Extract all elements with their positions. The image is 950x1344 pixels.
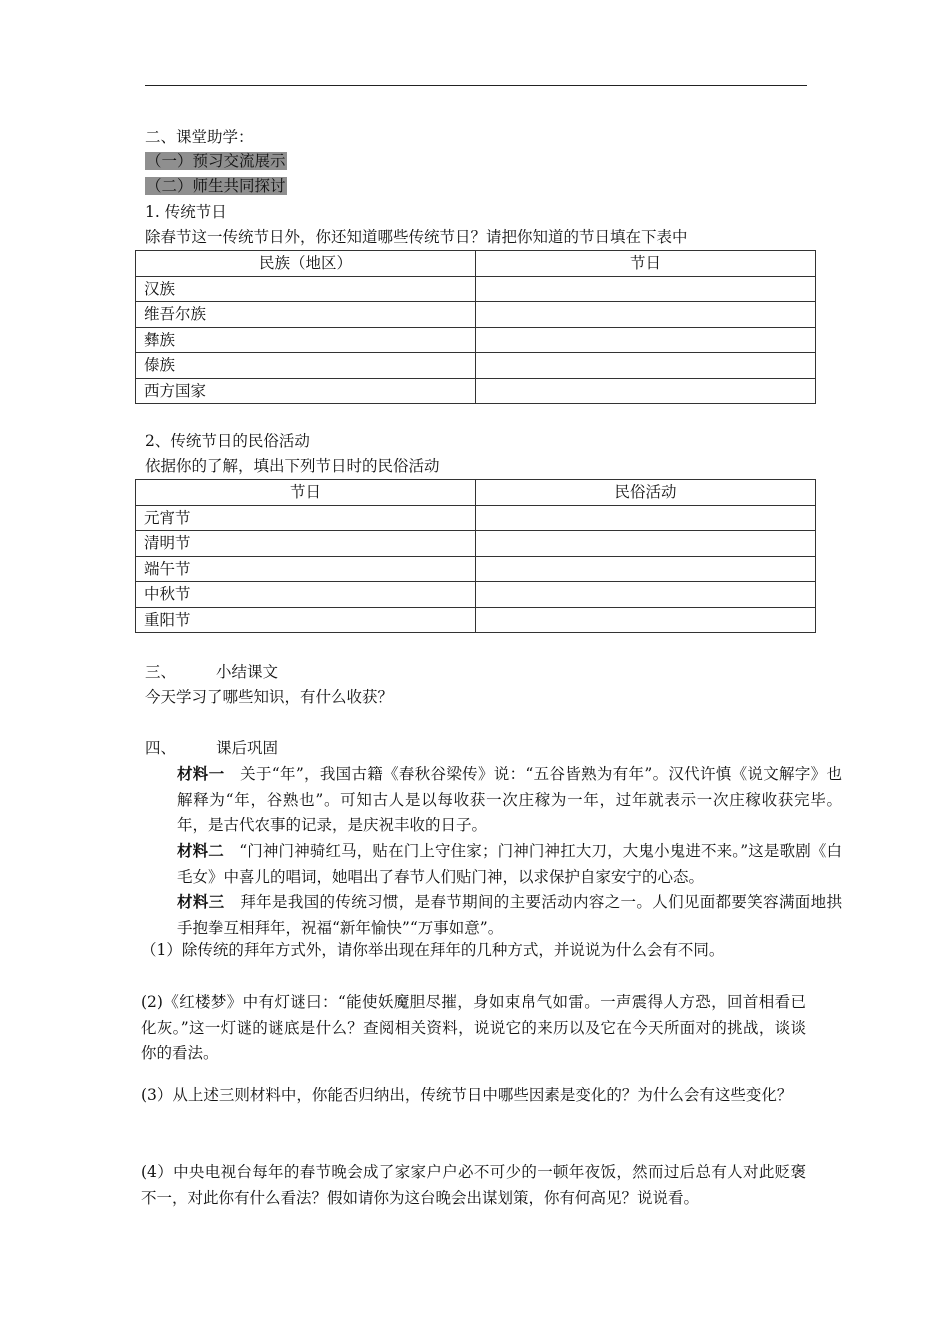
subsection-joint-discussion-label: （二）师生共同探讨 — [146, 177, 286, 195]
section-3-number: 三、 — [145, 663, 177, 681]
activity-answer-cell[interactable] — [476, 505, 816, 531]
festival-cell: 元宵节 — [136, 505, 476, 531]
homework-question-1: （1）除传统的拜年方式外，请你举出现在拜年的几种方式，并说说为什么会有不同。 — [141, 941, 725, 959]
festival-answer-cell[interactable] — [476, 378, 816, 404]
table-row — [136, 276, 816, 302]
table-row — [136, 607, 816, 633]
question-1-prompt: 除春节这一传统节日外，你还知道哪些传统节日？请把你知道的节日填在下表中 — [145, 228, 688, 246]
section-3-heading — [145, 661, 278, 683]
section-4-title: 课后巩固 — [216, 739, 279, 757]
material-1 — [145, 761, 842, 839]
festival-cell: 重阳节 — [136, 607, 476, 633]
festival-cell: 中秋节 — [136, 582, 476, 608]
question-2-prompt: 依据你的了解，填出下列节日时的民俗活动 — [145, 457, 440, 475]
material-1-label: 材料一 — [177, 764, 225, 783]
material-3 — [145, 889, 842, 941]
material-3-text: 拜年是我国的传统习惯，是春节期间的主要活动内容之一。人们见面都要笑容满面地拱手抱拳互相拜年，祝福“新年愉快”“万事如意”。 — [177, 893, 842, 937]
table-row — [136, 302, 816, 328]
ethnic-group-cell: 维吾尔族 — [136, 302, 476, 328]
question-1-title: 1. 传统节日 — [145, 203, 227, 221]
table-header-row — [136, 480, 816, 506]
festival-cell: 清明节 — [136, 531, 476, 557]
table-row — [136, 327, 816, 353]
festival-cell: 端午节 — [136, 556, 476, 582]
festival-answer-cell[interactable] — [476, 276, 816, 302]
table-row — [136, 505, 816, 531]
table-row — [136, 556, 816, 582]
header-rule — [145, 85, 807, 86]
section-3-prompt: 今天学习了哪些知识，有什么收获？ — [145, 688, 394, 706]
table-header-cell: 民族（地区） — [136, 251, 476, 277]
material-3-label: 材料三 — [177, 892, 225, 911]
homework-question-4: (4）中央电视台每年的春节晚会成了家家户户必不可少的一顿年夜饭，然而过后总有人对此贬褒不一，对此你有什么看法？假如请你为这台晚会出谋划策，你有何高见？说说看。 — [141, 1163, 806, 1207]
table-row — [136, 378, 816, 404]
material-2-label: 材料二 — [177, 841, 224, 860]
table-header-row — [136, 251, 816, 277]
ethnic-group-cell: 傣族 — [136, 353, 476, 379]
homework-question-3: (3）从上述三则材料中，你能否归纳出，传统节日中哪些因素是变化的？为什么会有这些变化？ — [141, 1086, 793, 1104]
table-row — [136, 531, 816, 557]
subsection-preview-exchange — [145, 150, 287, 172]
material-2-text: “门神门神骑红马，贴在门上守住家；门神门神扛大刀，大鬼小鬼进不来。”这是歌剧《白毛女》中喜儿的唱词，她唱出了春节人们贴门神，以求保护自家安宁的心态。 — [177, 842, 843, 886]
festival-answer-cell[interactable] — [476, 353, 816, 379]
table-header-cell: 节日 — [476, 251, 816, 277]
material-2 — [145, 838, 842, 890]
activity-answer-cell[interactable] — [476, 607, 816, 633]
ethnic-group-cell: 西方国家 — [136, 378, 476, 404]
table-row — [136, 353, 816, 379]
ethnic-group-cell: 彝族 — [136, 327, 476, 353]
question-2-title: 2、传统节日的民俗活动 — [145, 432, 310, 450]
activity-answer-cell[interactable] — [476, 582, 816, 608]
material-1-text: 关于“年”，我国古籍《春秋谷梁传》说：“五谷皆熟为有年”。汉代许慎《说文解字》也解释为“年，谷熟也”。可知古人是以每收获一次庄稼为一年，过年就表示一次庄稼收获完毕。年，是古代农事的记录，是庆祝丰收的日子。 — [177, 765, 842, 834]
section-3-title: 小结课文 — [216, 663, 279, 681]
activity-answer-cell[interactable] — [476, 531, 816, 557]
table-header-cell: 民俗活动 — [476, 480, 816, 506]
section-4-heading — [145, 737, 278, 759]
table-header-cell: 节日 — [136, 480, 476, 506]
subsection-preview-exchange-label: （一）预习交流展示 — [146, 152, 286, 170]
festival-answer-cell[interactable] — [476, 302, 816, 328]
ethnic-group-cell: 汉族 — [136, 276, 476, 302]
custom-activity-table — [135, 479, 816, 633]
homework-question-2: (2)《红楼梦》中有灯谜曰：“能使妖魔胆尽摧，身如束帛气如雷。一声震得人方恐，回首相看已化灰。”这一灯谜的谜底是什么？查阅相关资料，说说它的来历以及它在今天所面对的挑战，谈谈你的看法。 — [141, 993, 806, 1062]
activity-answer-cell[interactable] — [476, 556, 816, 582]
subsection-joint-discussion — [145, 175, 287, 197]
section-2-title: 二、课堂助学： — [145, 128, 254, 146]
section-4-number: 四、 — [145, 739, 177, 757]
festival-answer-cell[interactable] — [476, 327, 816, 353]
festival-table — [135, 250, 816, 404]
table-row — [136, 582, 816, 608]
